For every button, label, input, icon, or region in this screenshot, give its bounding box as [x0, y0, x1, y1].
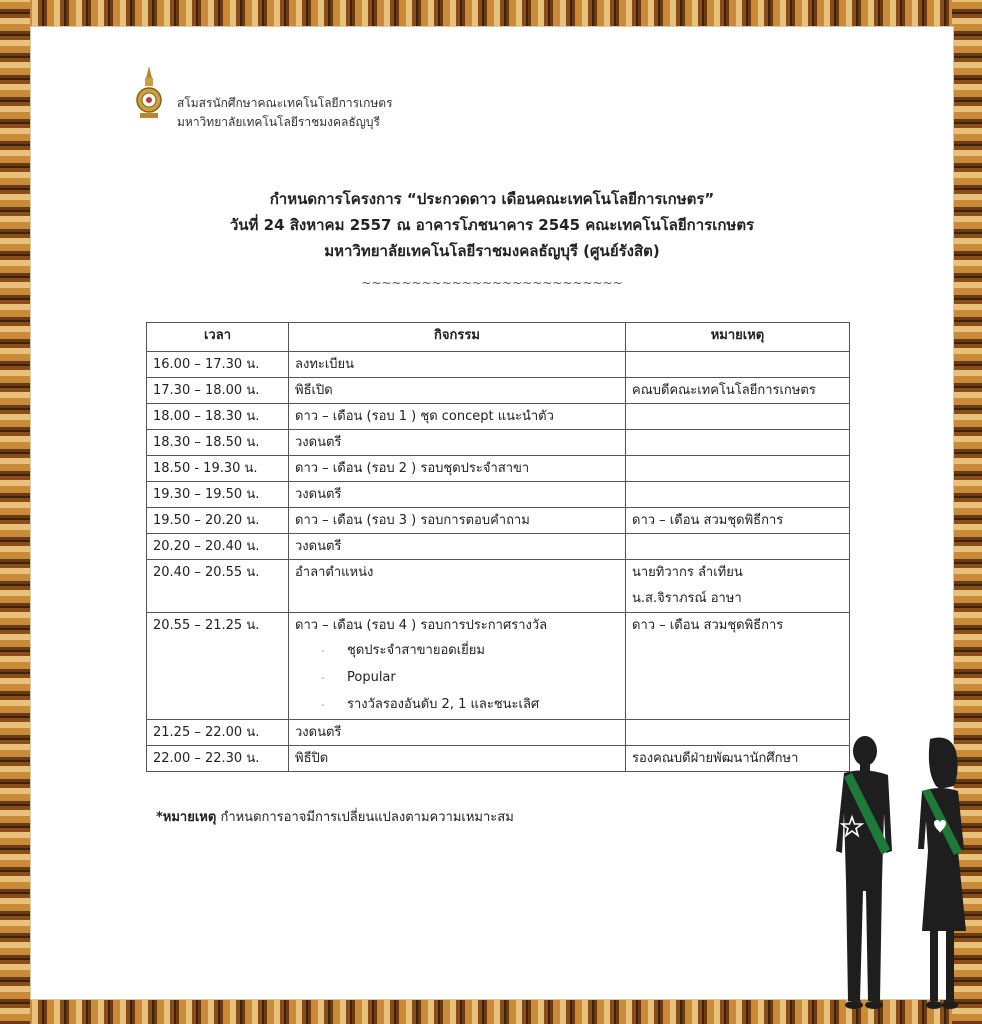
activity-cell: ดาว – เดือน (รอบ 1 ) ชุด concept แนะนำตัว — [289, 404, 626, 430]
activity-cell: วงดนตรี — [289, 482, 626, 508]
table-row — [147, 508, 850, 534]
document-title — [30, 186, 954, 264]
header-time: เวลา — [147, 323, 289, 352]
footnote-label: *หมายเหตุ — [156, 810, 217, 825]
time-cell: 19.30 – 19.50 น. — [147, 482, 289, 508]
note-cell: คณบดีคณะเทคโนโลยีการเกษตร — [626, 378, 850, 404]
title-separator: ~~~~~~~~~~~~~~~~~~~~~~~~~~ — [361, 276, 623, 290]
title-line-2: วันที่ 24 สิงหาคม 2557 ณ อาคารโภชนาคาร 2545 คณะเทคโนโลยีการเกษตร — [229, 216, 755, 234]
bullet-dash-icon: - — [321, 646, 325, 657]
org-line-2: มหาวิทยาลัยเทคโนโลยีราชมงคลธัญบุรี — [177, 115, 380, 129]
activity-cell: ลงทะเบียน — [289, 352, 626, 378]
table-row — [147, 378, 850, 404]
note-cell — [626, 720, 850, 746]
time-cell: 20.55 – 21.25 น. — [147, 613, 289, 720]
activity-cell: วงดนตรี — [289, 430, 626, 456]
time-cell: 18.00 – 18.30 น. — [147, 404, 289, 430]
header-activity: กิจกรรม — [289, 323, 626, 352]
time-cell: 20.20 – 20.40 น. — [147, 534, 289, 560]
note-line-2: น.ส.จิราภรณ์ อาษา — [632, 591, 742, 606]
list-item — [321, 692, 619, 719]
title-line-1: กำหนดการโครงการ “ประกวดดาว เดือนคณะเทคโนโลยีการเกษตร” — [269, 190, 715, 208]
woman-silhouette — [918, 738, 966, 1010]
time-cell: 20.40 – 20.55 น. — [147, 560, 289, 613]
table-row — [147, 560, 850, 613]
activity-cell: ดาว – เดือน (รอบ 3 ) รอบการตอบคำถาม — [289, 508, 626, 534]
table-row — [147, 720, 850, 746]
note-cell — [626, 456, 850, 482]
table-row — [147, 352, 850, 378]
time-cell: 18.30 – 18.50 น. — [147, 430, 289, 456]
note-cell: ดาว – เดือน สวมชุดพิธีการ — [626, 613, 850, 720]
activity-cell: วงดนตรี — [289, 720, 626, 746]
decorative-border-top — [0, 0, 982, 28]
table-row — [147, 534, 850, 560]
activity-cell: พิธีเปิด — [289, 378, 626, 404]
title-line-3: มหาวิทยาลัยเทคโนโลยีราชมงคลธัญบุรี (ศูนย์รังสิต) — [324, 242, 660, 260]
footnote-text: กำหนดการอาจมีการเปลี่ยนแปลงตามความเหมาะสม — [216, 810, 514, 825]
table-row — [147, 482, 850, 508]
document-page — [30, 26, 954, 1000]
activity-cell: อำลาตำแหน่ง — [289, 560, 626, 613]
time-cell: 16.00 – 17.30 น. — [147, 352, 289, 378]
time-cell: 18.50 - 19.30 น. — [147, 456, 289, 482]
bullet-dash-icon: - — [321, 700, 325, 711]
note-line-1: นายทิวากร ลำเทียน — [632, 565, 743, 580]
decorative-border-left — [0, 0, 30, 1024]
award-list — [295, 638, 619, 719]
schedule-table — [146, 322, 850, 772]
list-item-label: Popular — [347, 670, 396, 685]
table-header-row — [147, 323, 850, 352]
table-row — [147, 613, 850, 720]
table-row — [147, 746, 850, 772]
list-item-label: ชุดประจำสาขายอดเยี่ยม — [347, 643, 485, 658]
list-item — [321, 638, 619, 665]
list-item-label: รางวัลรองอันดับ 2, 1 และชนะเลิศ — [347, 697, 540, 712]
activity-cell: วงดนตรี — [289, 534, 626, 560]
note-cell — [626, 482, 850, 508]
time-cell: 21.25 – 22.00 น. — [147, 720, 289, 746]
table-row — [147, 404, 850, 430]
note-cell — [626, 560, 850, 613]
organization-header — [177, 94, 393, 132]
note-cell — [626, 430, 850, 456]
footnote — [156, 806, 514, 827]
time-cell: 19.50 – 20.20 น. — [147, 508, 289, 534]
note-cell — [626, 352, 850, 378]
table-row — [147, 430, 850, 456]
table-row — [147, 456, 850, 482]
activity-cell: พิธีปิด — [289, 746, 626, 772]
activity-cell: ดาว – เดือน (รอบ 2 ) รอบชุดประจำสาขา — [289, 456, 626, 482]
activity-text: ดาว – เดือน (รอบ 4 ) รอบการประกาศรางวัล — [295, 618, 548, 633]
university-emblem-icon — [134, 64, 164, 124]
note-cell — [626, 404, 850, 430]
time-cell: 17.30 – 18.00 น. — [147, 378, 289, 404]
activity-cell — [289, 613, 626, 720]
header-note: หมายเหตุ — [626, 323, 850, 352]
note-cell: ดาว – เดือน สวมชุดพิธีการ — [626, 508, 850, 534]
time-cell: 22.00 – 22.30 น. — [147, 746, 289, 772]
note-cell: รองคณบดีฝ่ายพัฒนานักศึกษา — [626, 746, 850, 772]
bullet-dash-icon: - — [321, 673, 325, 684]
list-item — [321, 665, 619, 692]
note-cell — [626, 534, 850, 560]
org-line-1: สโมสรนักศึกษาคณะเทคโนโลยีการเกษตร — [177, 96, 393, 110]
couple-silhouette-illustration — [830, 731, 980, 1021]
